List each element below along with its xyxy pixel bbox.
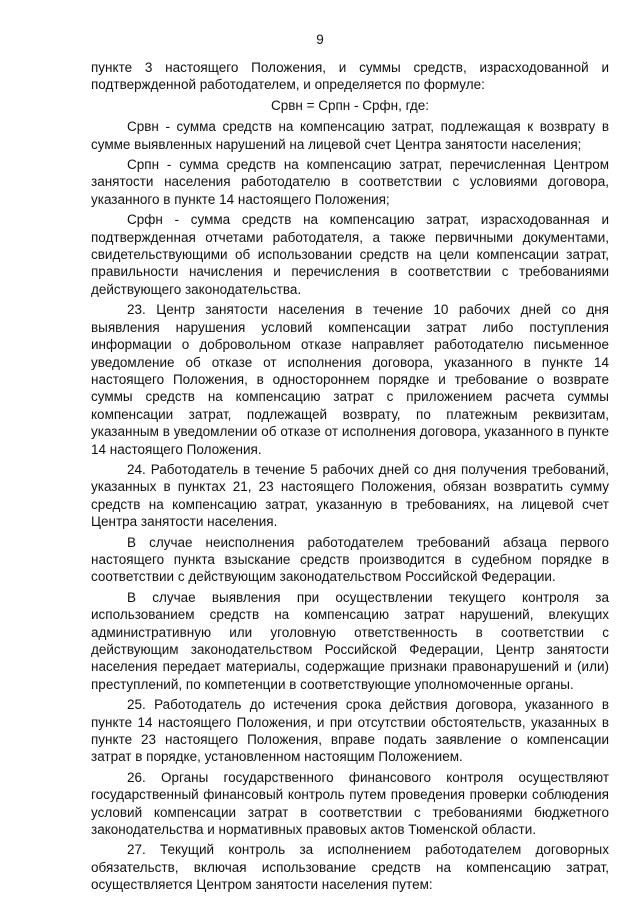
paragraph-srvn-definition: Срвн - сумма средств на компенсацию затрат, подлежащая к возврату в сумме выявленных нарушений на лицевой счет Центра занятости населения; (91, 119, 609, 152)
paragraph-srfn-definition: Срфн - сумма средств на компенсацию затрат, израсходованная и подтвержденная отчетами работодателя, а также первичными документами, свидетельствующими об использовании средств на цели компенсации затрат, правильности начисления и перечисления в соответствии с требованиями действующего законодательства. (91, 212, 609, 297)
paragraph-intro: пункте 3 настоящего Положения, и суммы средств, израсходованной и подтвержденной работодателем, и определяется по формуле: (91, 60, 609, 93)
paragraph-violations: В случае выявления при осуществлении текущего контроля за использованием средств на компенсацию затрат нарушений, влекущих административную или уголовную ответственность в соответствии с действующим законодательством Российской Федерации, Центр занятости населения передает материалы, содержащие признаки правонарушений и (или) преступлений, по компетенции в соответствующие уполномоченные органы. (91, 589, 609, 692)
paragraph-item-25: 25. Работодатель до истечения срока действия договора, указанного в пункте 14 настоящего Положения, и при отсутствии обстоятельств, указанных в пункте 23 настоящего Положения, вправе подать заявление о компенсации затрат в порядке, установленном настоящим Положением. (91, 697, 609, 765)
paragraph-item-24: 24. Работодатель в течение 5 рабочих дней со дня получения требований, указанных в пунктах 21, 23 настоящего Положения, обязан возвратить сумму средств на компенсацию затрат, указанную в требованиях, на лицевой счет Центра занятости населения. (91, 461, 609, 530)
paragraph-srpn-definition: Српн - сумма средств на компенсацию затрат, перечисленная Центром занятости населения работодателю в соответствии с условиями договора, указанного в пункте 14 настоящего Положения; (91, 157, 609, 207)
paragraph-court-recovery: В случае неисполнения работодателем требований абзаца первого настоящего пункта взыскание средств производится в судебном порядке в соответствии с действующим законодательством Российской Федерации. (91, 534, 609, 585)
paragraph-item-26: 26. Органы государственного финансового контроля осуществляют государственный финансовый контроль путем проведения проверки соблюдения условий компенсации затрат в соответствии с требованиями бюджетного законодательства и нормативных правовых актов Тюменской области. (91, 769, 609, 838)
formula: Срвн = Српн - Срфн, где: (270, 97, 430, 113)
document-body (91, 59, 609, 897)
paragraph-item-23: 23. Центр занятости населения в течение 10 рабочих дней со дня выявления нарушения условий компенсации затрат либо поступления информации о добровольном отказе направляет работодателю письменное уведомление об отказе от исполнения договора, указанного в пункте 14 настоящего Положения, в одностороннем порядке и требование о возврате суммы средств на компенсацию затрат с приложением расчета суммы компенсации затрат, подлежащей возврату, по платежным реквизитам, указанным в уведомлении об отказе от исполнения договора, указанного в пункте 14 настоящего Положения. (91, 302, 609, 457)
page-number: 9 (316, 32, 324, 47)
paragraph-item-27: 27. Текущий контроль за исполнением работодателем договорных обязательств, включая использование средств на компенсацию затрат, осуществляется Центром занятости населения путем: (91, 842, 609, 893)
